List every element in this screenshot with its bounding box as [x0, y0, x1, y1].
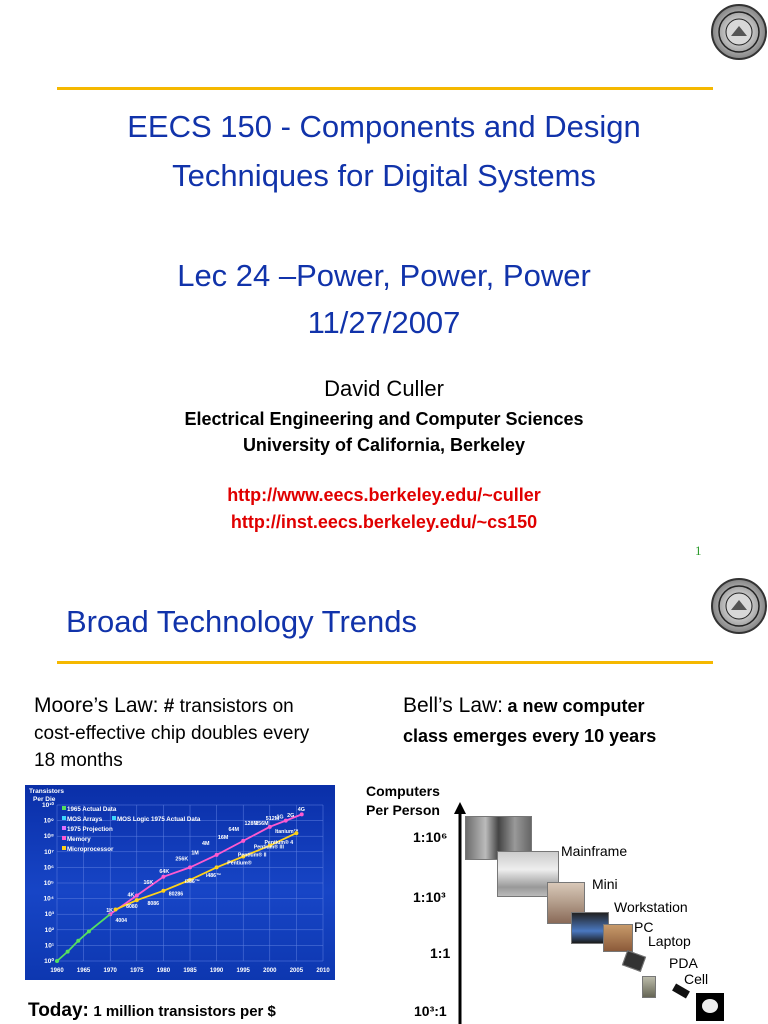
moore-chart-svg — [25, 785, 335, 980]
bell-line1: a new computer — [507, 696, 645, 716]
micro-point-label: 80286 — [168, 891, 184, 898]
moore-law-chart — [25, 785, 335, 980]
chart-x-tick: 2010 — [316, 968, 330, 974]
chart-x-tick: 2005 — [289, 968, 304, 974]
course-link-row — [0, 512, 768, 533]
micro-point-label: Pentium® II — [237, 852, 267, 859]
chart-x-tick: 1980 — [156, 968, 171, 974]
data-point — [66, 950, 70, 954]
chart-y-tick: 10¹ — [44, 942, 54, 950]
chart-ylabel: Per Die — [33, 796, 56, 803]
moore-hash: # — [163, 696, 175, 717]
chart-y-tick: 10⁵ — [43, 880, 54, 887]
title-rule — [57, 87, 713, 90]
memory-point-label: 16M — [217, 834, 229, 841]
micro-point-label: 8080 — [126, 903, 138, 910]
legend-item: MOS Arrays — [67, 816, 103, 823]
bell-tick-1: 1:1 — [430, 945, 451, 961]
micro-point-label: i486™ — [205, 872, 222, 879]
legend-item: Microprocessor — [67, 846, 114, 853]
chart-y-tick: 10⁰ — [44, 958, 54, 965]
chart-x-tick: 1960 — [50, 968, 64, 974]
legend-item: MOS Logic 1975 Actual Data — [117, 816, 201, 823]
memory-point-label: 1G — [276, 814, 284, 821]
bell-law-heading: Bell’s Law: — [403, 694, 503, 717]
laptop-picture — [603, 924, 633, 952]
course-title-line2: Techniques for Digital Systems — [172, 158, 596, 193]
chart-y-tick: 10⁶ — [43, 864, 54, 872]
legend-marker — [62, 826, 66, 830]
memory-point-label: 4K — [127, 892, 135, 899]
bell-line2: class emerges every 10 years — [403, 726, 657, 746]
label-cell: Cell — [684, 971, 709, 987]
micro-point-label: Pentium® 4 — [264, 840, 294, 846]
data-point — [300, 812, 304, 816]
chart-ylabel: Transistors — [29, 788, 65, 795]
memory-point-label: 4G — [297, 806, 305, 813]
memory-point-label: 512M — [265, 816, 280, 823]
moore-line2: cost-effective chip doubles every — [34, 723, 310, 744]
bell-ylabel-line1: Computers — [366, 783, 440, 799]
university-seal-icon — [711, 578, 767, 634]
data-point — [161, 875, 165, 879]
memory-point-label: 16K — [143, 880, 154, 887]
bell-tick-1e3: 1:10³ — [413, 889, 446, 905]
course-title-line1: EECS 150 - Components and Design — [127, 109, 641, 144]
today-heading: Today: — [28, 1000, 89, 1021]
bell-tick-1e3-inv: 10³:1 — [414, 1003, 447, 1019]
data-point — [188, 865, 192, 869]
label-mainframe: Mainframe — [561, 843, 628, 859]
chart-y-tick: 10⁹ — [43, 817, 54, 825]
today-text — [28, 1000, 276, 1022]
slide-title: Broad Technology Trends — [66, 604, 417, 639]
label-workstation: Workstation — [614, 899, 688, 915]
chart-y-tick: 10³ — [44, 911, 54, 919]
memory-point-label: 256K — [175, 856, 189, 863]
page-number: 1 — [695, 543, 702, 558]
memory-point-label: 256M — [255, 820, 269, 827]
memory-point-label: 4M — [201, 841, 210, 848]
legend-marker — [62, 806, 66, 810]
data-point — [135, 898, 139, 902]
micro-point-label: 4004 — [115, 918, 128, 924]
data-point — [114, 908, 118, 912]
legend-marker — [62, 846, 66, 850]
label-laptop: Laptop — [648, 933, 691, 949]
pda-picture — [622, 950, 646, 972]
moore-law-heading: Moore’s Law: — [34, 694, 159, 717]
author-homepage-link[interactable]: http://www.eecs.berkeley.edu/~culler — [227, 485, 541, 505]
micro-point-label: 8086 — [147, 900, 159, 907]
chart-y-tick: 10⁴ — [43, 895, 54, 903]
bell-tick-1e6: 1:10⁶ — [413, 829, 448, 845]
chart-x-tick: 1970 — [103, 968, 117, 974]
data-point — [161, 889, 165, 893]
chart-y-tick: 10² — [44, 926, 54, 934]
data-point — [215, 853, 219, 857]
micro-point-label: Pentium® III — [253, 844, 284, 851]
data-point — [76, 939, 80, 943]
legend-marker — [62, 836, 66, 840]
chart-x-tick: 2000 — [263, 968, 277, 974]
chart-x-tick: 1985 — [183, 968, 197, 974]
course-homepage-link[interactable]: http://inst.eecs.berkeley.edu/~cs150 — [230, 512, 538, 532]
legend-item: Memory — [67, 836, 91, 843]
university-seal-icon — [711, 4, 767, 60]
memory-point-label: 1K — [106, 908, 114, 915]
data-point — [135, 893, 139, 897]
memory-point-label: 64K — [159, 869, 170, 876]
lecture-title: Lec 24 –Power, Power, Power — [177, 258, 591, 293]
moore-line3: 18 months — [34, 750, 123, 771]
memory-point-label: 128M — [244, 820, 259, 827]
chart-y-tick: 10¹⁰ — [41, 802, 54, 809]
author-link-row — [0, 485, 768, 506]
moore-line1: transistors on — [179, 696, 294, 717]
legend-marker — [62, 816, 66, 820]
label-pda: PDA — [669, 955, 698, 971]
today-rest: 1 million transistors per $ — [93, 1003, 276, 1020]
series-line-actual-extension — [89, 914, 110, 931]
chart-x-tick: 1965 — [76, 968, 91, 974]
chart-x-tick: 1995 — [236, 968, 250, 974]
legend-marker — [112, 816, 116, 820]
university: University of California, Berkeley — [242, 435, 526, 455]
bell-ylabel — [366, 782, 440, 820]
title-rule — [57, 661, 713, 664]
cell-picture — [642, 976, 656, 998]
moore-law-text — [34, 692, 364, 774]
micro-point-label: Itanium™ — [275, 829, 299, 836]
author-name: David Culler — [324, 376, 444, 401]
mote-picture — [696, 993, 724, 1021]
memory-point-label: 64M — [228, 827, 240, 834]
chart-x-tick: 1990 — [209, 968, 224, 974]
data-point — [241, 839, 245, 843]
legend-item: 1975 Projection — [67, 826, 113, 833]
department: Electrical Engineering and Computer Sciences — [184, 409, 584, 429]
memory-point-label: 1M — [191, 850, 199, 857]
label-pc: PC — [634, 919, 654, 935]
legend-item: 1965 Actual Data — [67, 806, 117, 813]
chart-y-tick: 10⁸ — [43, 833, 54, 841]
data-point — [215, 865, 219, 869]
data-point — [55, 959, 59, 963]
series-line-1965-actual-data — [57, 931, 89, 961]
label-mini: Mini — [592, 876, 618, 892]
bell-law-text — [403, 692, 743, 752]
chart-y-tick: 10⁷ — [44, 848, 54, 856]
chart-x-tick: 1975 — [130, 968, 144, 974]
data-point — [284, 819, 288, 823]
bell-ylabel-line2: Per Person — [366, 802, 440, 818]
memory-point-label: 2G — [287, 813, 295, 820]
lecture-date: 11/27/2007 — [307, 305, 461, 340]
micro-point-label: i386™ — [184, 879, 200, 885]
micro-point-label: Pentium® — [227, 860, 252, 867]
